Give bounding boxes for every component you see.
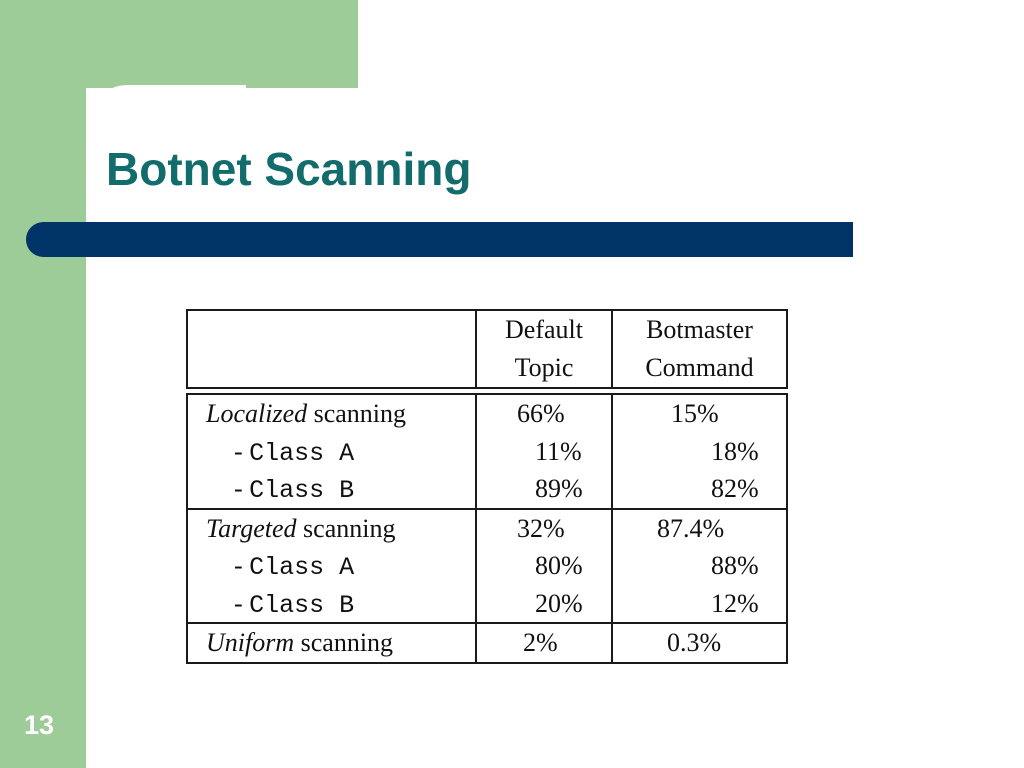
default-topic-cell — [476, 394, 612, 509]
sub-label-class-a: - Class A — [234, 436, 355, 468]
table-header — [186, 309, 788, 389]
header-botmaster-line2: Command — [645, 353, 754, 382]
value-cell: 15% — [671, 399, 719, 428]
header-botmaster-line1: Botmaster — [646, 315, 753, 344]
value-cell: 0.3% — [667, 628, 722, 657]
header-botmaster-command — [612, 310, 787, 388]
sub-label-class-b: - Class B — [234, 588, 355, 620]
value-cell: 88% — [711, 551, 759, 580]
table-row-group-localized — [187, 394, 787, 509]
group-label: Localized scanning — [206, 399, 407, 428]
value-cell: 80% — [535, 551, 583, 580]
default-topic-cell — [476, 509, 612, 624]
header-default-topic — [476, 310, 612, 388]
sub-label-class-b: - Class B — [234, 474, 355, 505]
group-label: Targeted scanning — [206, 513, 396, 543]
botmaster-command-cell — [612, 509, 787, 624]
table-body — [186, 393, 788, 664]
value-cell: 20% — [535, 588, 583, 618]
slide-page-number: 13 — [24, 710, 55, 740]
value-cell: 2% — [523, 628, 558, 657]
value-cell: 32% — [517, 513, 565, 543]
background-green-top — [0, 0, 358, 88]
botmaster-command-cell — [612, 394, 787, 509]
label-cell — [187, 623, 476, 663]
sub-label-class-a: - Class A — [234, 551, 355, 582]
slide-title: Botnet Scanning — [106, 143, 472, 195]
header-empty-cell — [187, 310, 476, 388]
value-cell: 87.4% — [657, 513, 725, 543]
value-cell: 11% — [535, 436, 582, 466]
header-default-line2: Topic — [514, 353, 574, 382]
value-cell: 66% — [517, 399, 565, 428]
table-row-group-targeted — [187, 509, 787, 624]
scanning-table — [186, 309, 786, 664]
value-cell: 12% — [711, 588, 759, 618]
background-green-left — [0, 0, 86, 768]
header-default-line1: Default — [505, 315, 583, 344]
botmaster-command-cell — [612, 623, 787, 663]
group-label: Uniform scanning — [206, 628, 394, 657]
value-cell: 18% — [711, 436, 759, 466]
label-cell — [187, 394, 476, 509]
title-underline-bar — [26, 222, 853, 257]
label-cell — [187, 509, 476, 624]
default-topic-cell — [476, 623, 612, 663]
table-row-group-uniform — [187, 623, 787, 663]
value-cell: 82% — [711, 474, 759, 503]
header-row — [187, 310, 787, 388]
value-cell: 89% — [535, 474, 583, 503]
